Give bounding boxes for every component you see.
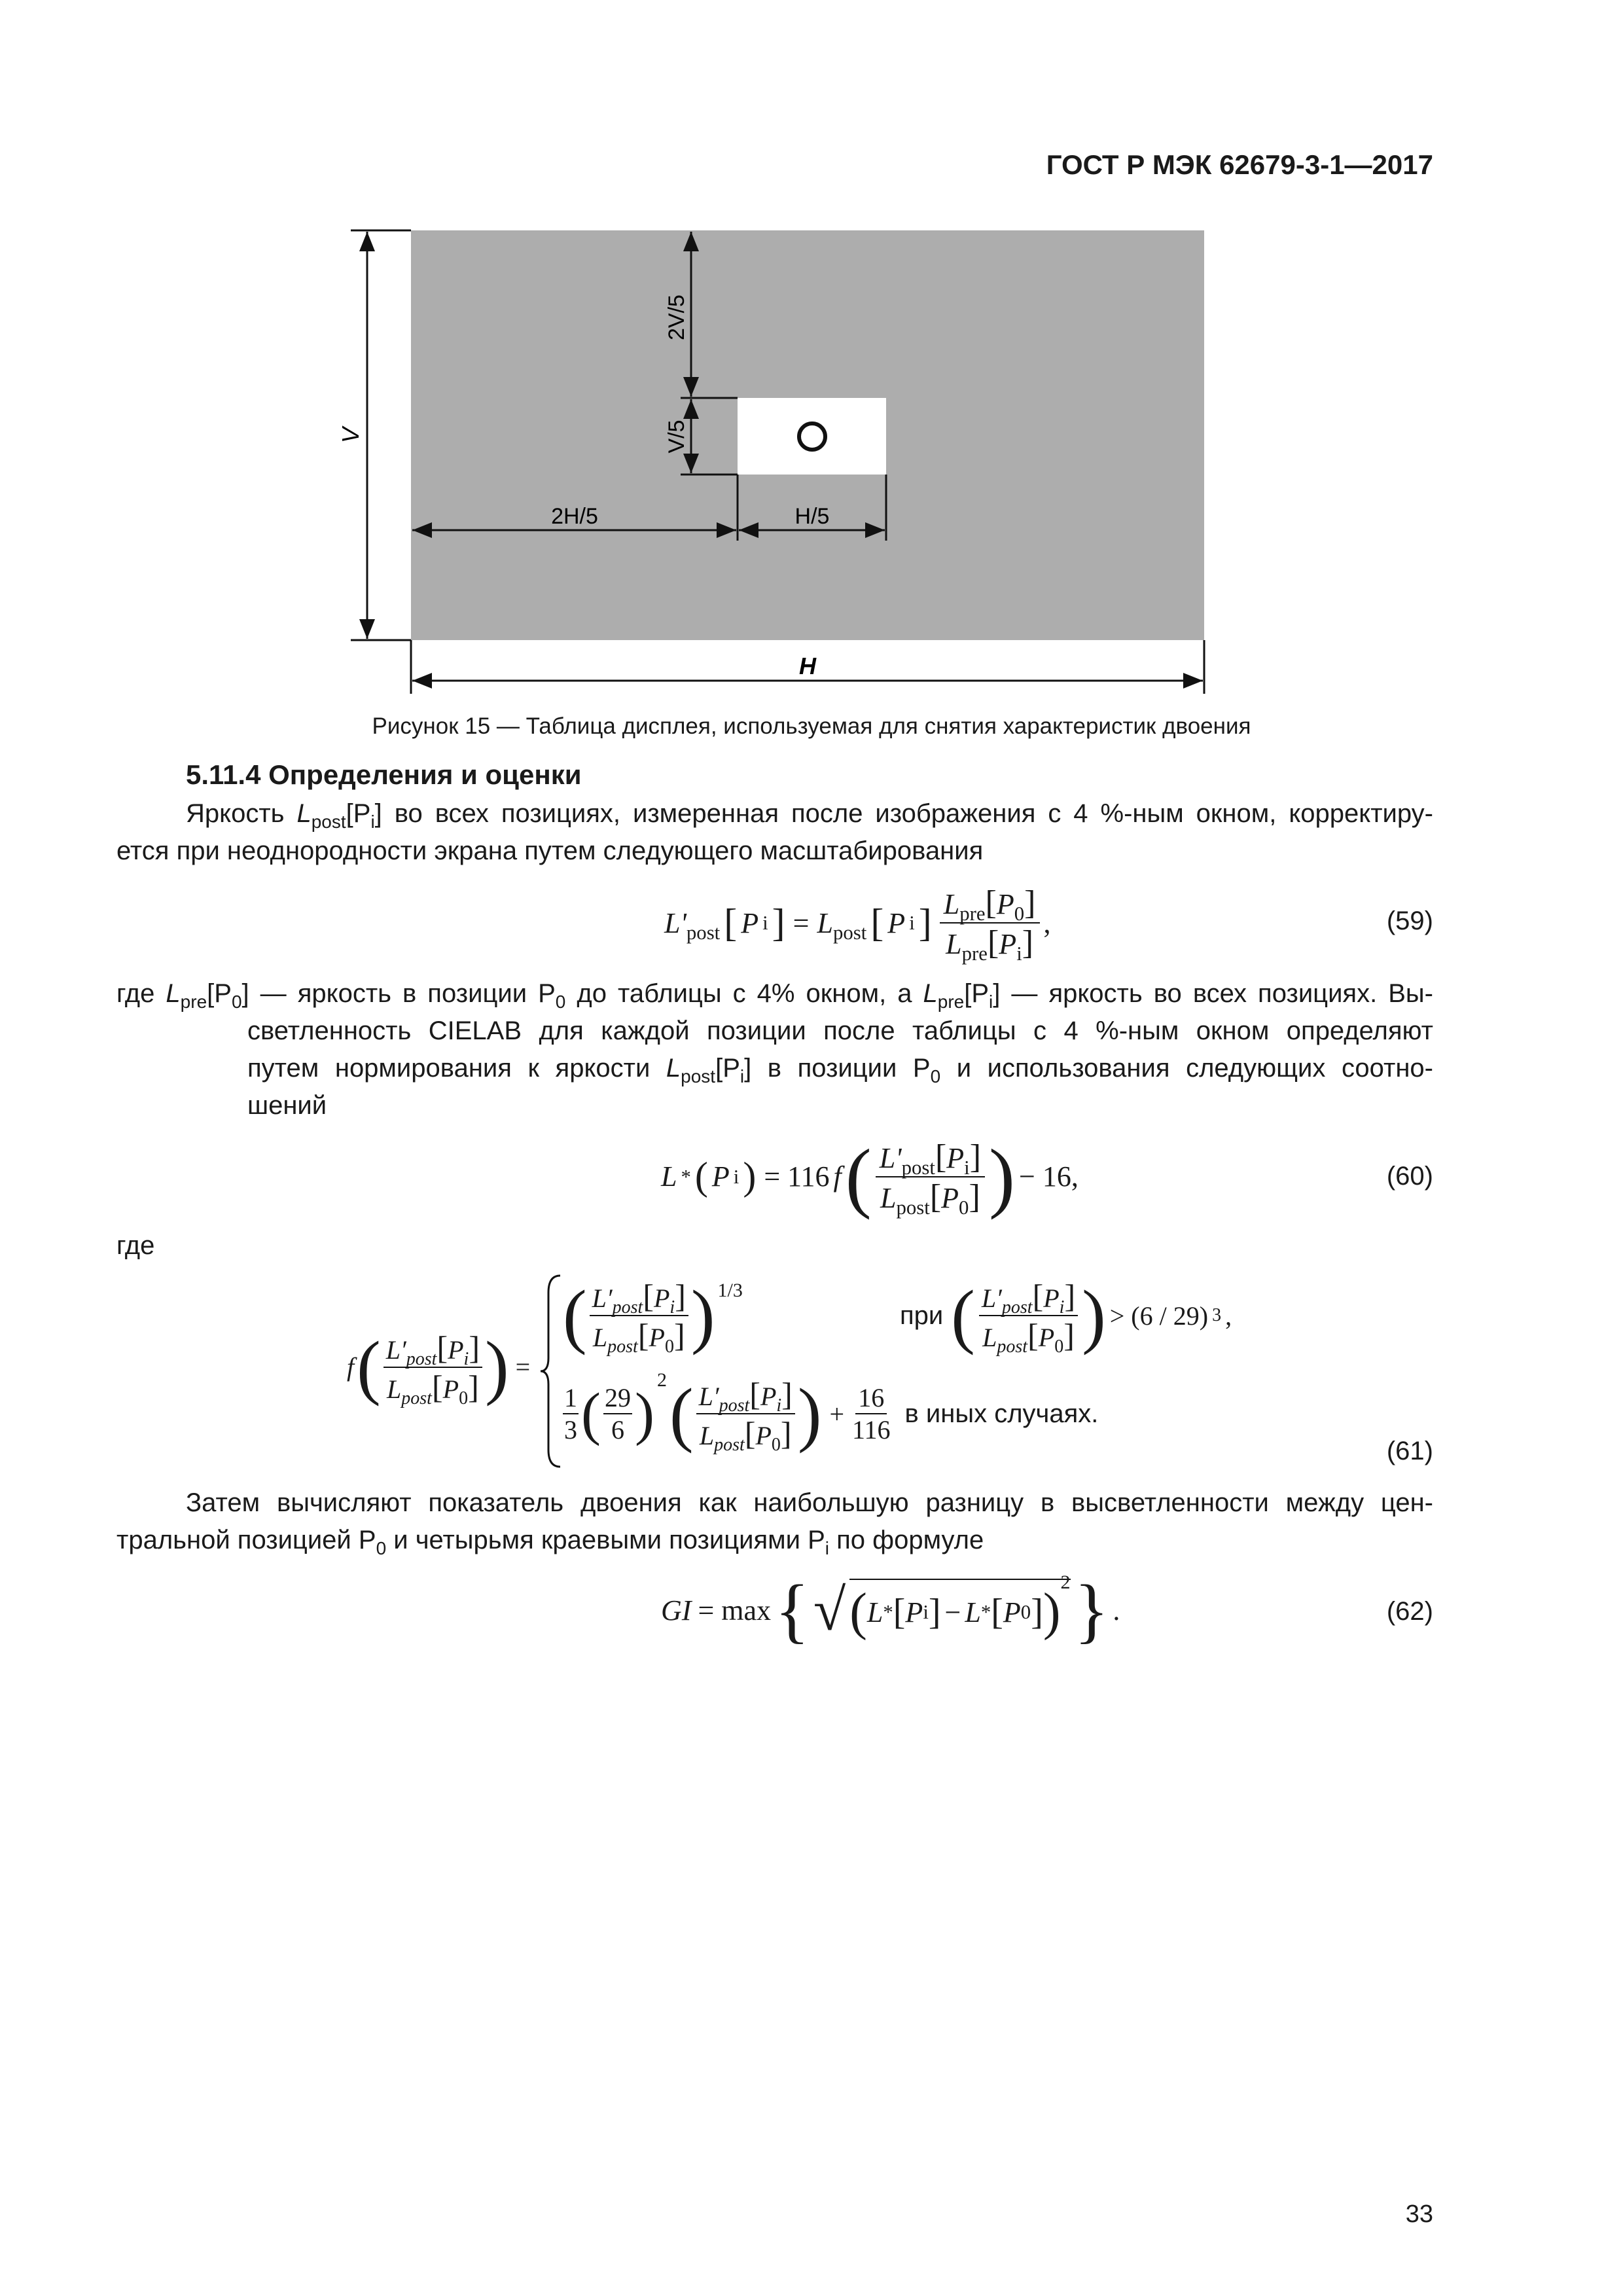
equation-60-number: (60)	[1386, 1162, 1433, 1191]
equation-59: $L'_{post}$ [ P i ] = $L_{post}$ [ P i ] $L_{pre}[P_0]$ $L_{pre}[P_i]$ ,	[664, 884, 1051, 965]
label-h5: H/5	[794, 504, 830, 529]
white-window	[738, 398, 886, 475]
label-v5: V/5	[664, 420, 689, 454]
paragraph-2-line-2: светленность CIELAB для каждой позиции после таблицы с 4 %-ным окном определяют	[247, 1016, 1433, 1045]
label-v: V	[337, 427, 364, 444]
paragraph-2-line-3: путем нормирования к яркости $L_{post}[P_i]$ в позиции $P_0$ и использования следующих соотно-	[247, 1054, 1433, 1086]
label-2h5: 2H/5	[551, 504, 598, 529]
equation-59-number: (59)	[1386, 906, 1433, 935]
paragraph-3-line-1: Затем вычисляют показатель двоения как наибольшую разницу в высветленности между цен-	[186, 1488, 1433, 1517]
equation-62-number: (62)	[1386, 1597, 1433, 1626]
left-brace	[538, 1273, 564, 1469]
where-label: где	[116, 1231, 155, 1260]
equation-61-number: (61)	[1386, 1437, 1433, 1465]
label-2v5: 2V/5	[664, 295, 689, 340]
paragraph-1-line-1: Яркость $L_{post}[P_i]$ во всех позициях, измеренная после изображения с 4 %-ным окном, корректиру-	[186, 799, 1433, 832]
paragraph-2-line-1: где $L_{pre}[P_0]$ — яркость в позиции $P_0$ до таблицы с 4% окном, а $L_{pre}[P_i]$ — яркость во всех позициях. Вы-	[116, 979, 1433, 1012]
paragraph-1-line-2: ется при неоднородности экрана путем следующего масштабирования	[116, 836, 984, 865]
equation-60: L * ( P i ) = 116 f ( $L'_{post}[P_i]$ $L_{post}[P_0]$ ) − 16,	[661, 1132, 1079, 1220]
equation-61: f ( $L'_{post}[P_i]$ $L_{post}[P_0]$ ) = ( $L'_{post}[P_i]$ $L_{post}[P_0]$ ) 1/3 при ( $L'_{post}[P_i]$ $L_{post}[P_0]$ ) > (6 / 29) 3 , 1 3 ( 29 6 ) 2 ( $L'_{post}[P_i]$ $L_{post}[P_0]$ ) + $\frac{16}{116}$ в иных случаях.	[347, 1273, 1329, 1469]
label-h: H	[799, 653, 816, 679]
section-title: 5.11.4 Определения и оценки	[186, 759, 582, 790]
document-code: ГОСТ Р МЭК 62679-3-1—2017	[1046, 149, 1433, 180]
equation-62: GI = max { √ ( L * [ P i ] − L * [ P 0 ] ) 2 } .	[661, 1570, 1120, 1650]
figure-caption: Рисунок 15 — Таблица дисплея, используемая для снятия характеристик двоения	[372, 713, 1251, 739]
page-number: 33	[1405, 2200, 1433, 2228]
display-pattern-figure	[327, 223, 1230, 707]
paragraph-2-line-4: шений	[247, 1091, 327, 1120]
paragraph-3-line-2: тральной позицией $P_0$ и четырьмя краевыми позициями $P_i$ по формуле	[116, 1526, 984, 1558]
